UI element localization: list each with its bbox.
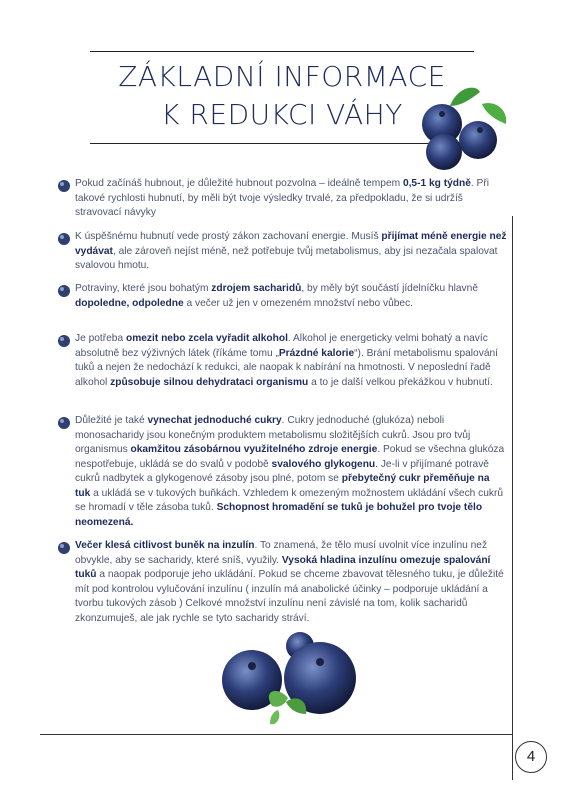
highlighted-text: zdrojem sacharidů xyxy=(211,283,302,294)
highlighted-text: svalového glykogenu xyxy=(271,458,376,470)
paragraph-text: K úspěšnému hubnutí vede prostý zákon zachovaní energie. Musíš xyxy=(75,231,382,242)
paragraph-text: . To znamená, že tělo musí uvolnit více inzulínu než obvykle, aby se sacharidy, které sníš, využily. xyxy=(75,540,488,566)
right-vertical-rule xyxy=(512,216,513,780)
highlighted-text: 0,5-1 kg týdně xyxy=(402,178,471,189)
paragraph-3 xyxy=(75,282,507,311)
paragraph-6 xyxy=(75,539,507,626)
highlighted-text: přijímat méně energie než vydávat xyxy=(75,231,507,257)
blueberry-bullet-icon xyxy=(57,334,71,348)
blueberry-bullet-icon xyxy=(57,416,71,430)
paragraph-4 xyxy=(75,332,507,390)
paragraph-text: Potraviny, které jsou bohatým xyxy=(75,283,212,294)
paragraph-text: Je potřeba xyxy=(75,333,126,344)
paragraph-text: . Je-li v přijímané potravě cukrů nadbytek a glykogenové zásoby jsou plné, potom se xyxy=(75,458,489,484)
highlighted-text: přebytečný cukr přeměňuje na tuk xyxy=(75,473,490,499)
highlighted-text: dopoledne, odpoledne xyxy=(75,297,184,309)
blueberries-decoration-bottom xyxy=(212,628,362,728)
paragraph-text: a naopak podporuje jeho ukládání. Pokud se chceme zbavovat tělesného tuku, je důležité mít pod kontrolou vylučování inzulínu ( inzulín má anabolické účinky – podporuje ukládání a tvorbu tukových zásob ) Celkové množství inzulínu není závislé na tom, kolik sacharidů zkonzumuješ, ale jak rychle se tyto sacharidy stráví. xyxy=(75,569,504,624)
highlighted-text: Prázdné kalorie xyxy=(278,347,355,359)
highlighted-text: způsobuje silnou dehydrataci organismu xyxy=(110,376,309,388)
title-line-1: ZÁKLADNÍ INFORMACE xyxy=(118,60,446,93)
blueberries-decoration-top xyxy=(410,84,510,174)
paragraph-text: , by měly být součástí jídelníčku hlavně xyxy=(301,283,478,294)
paragraph-text: a to je další velkou překážkou v hubnutí. xyxy=(308,376,493,388)
paragraph-text: a večer už jen v omezeném množství nebo vůbec. xyxy=(183,297,414,309)
paragraph-text: Pokud začínáš hubnout, je důležité hubnout pozvolna – ideálně tempem xyxy=(75,178,403,189)
blueberry-bullet-icon xyxy=(57,541,71,555)
highlighted-text: Schopnost hromadění se tuků je bohužel pro tvoje tělo neomezená. xyxy=(75,502,483,528)
paragraph-text: . Pokud se všechna glukóza nespotřebuje, ukládá se do svalů v podobě xyxy=(75,444,505,470)
blueberry-bullet-icon xyxy=(57,179,71,193)
highlighted-text: omezit nebo zcela vyřadit alkohol xyxy=(125,333,288,344)
highlighted-text: Večer klesá citlivost buněk na inzulín xyxy=(75,540,255,551)
paragraph-text: . Alkohol je energeticky velmi bohatý a navíc absolutně bez výživných látek (říkáme tomu „ xyxy=(75,333,488,359)
paragraph-2 xyxy=(75,230,507,274)
blueberry-bullet-icon xyxy=(57,232,71,246)
blueberry-bullet-icon xyxy=(57,284,71,298)
title-line-2: K REDUKCI VÁHY xyxy=(161,98,403,131)
paragraph-text: . Při takové rychlosti hubnutí, by měli být tvoje výsledky trvalé, za předpokladu, že si udržíš stravovací návyky xyxy=(75,178,490,218)
highlighted-text: okamžitou zásobárnou využitelného zdroje energie xyxy=(130,444,378,455)
title-top-rule xyxy=(90,51,474,52)
paragraph-text: . Cukry jednoduché (glukóza) neboli monosacharidy jsou konečným produktem metabolismu složitějších cukrů. Jsou pro tvůj organismus xyxy=(75,415,471,455)
highlighted-text: vynechat jednoduché cukry xyxy=(147,415,282,426)
highlighted-text: Vysoká hladina inzulínu omezuje spalování tuků xyxy=(75,554,491,580)
paragraph-1 xyxy=(75,177,495,221)
paragraph-text: “). Brání metabolismu spalování tuků a nejen že nedochází k redukci, ale naopak k nabírání na hmotnosti. V neposlední řadě alkohol xyxy=(75,347,498,388)
paragraph-text: a ukládá se v tukových buňkách. Vzhledem k omezeným možnostem ukládání všech cukrů se hromadí v těle zásoba tuků. xyxy=(75,487,504,513)
bottom-rule xyxy=(40,734,513,735)
paragraph-text: , ale zároveň nejíst méně, než potřebuje tvůj metabolismus, aby jsi nezačala spalovat svalovou hmotu. xyxy=(75,245,498,271)
paragraph-text: Důležité je také xyxy=(75,415,148,426)
page-number: 4 xyxy=(515,741,547,773)
paragraph-5 xyxy=(75,414,507,530)
